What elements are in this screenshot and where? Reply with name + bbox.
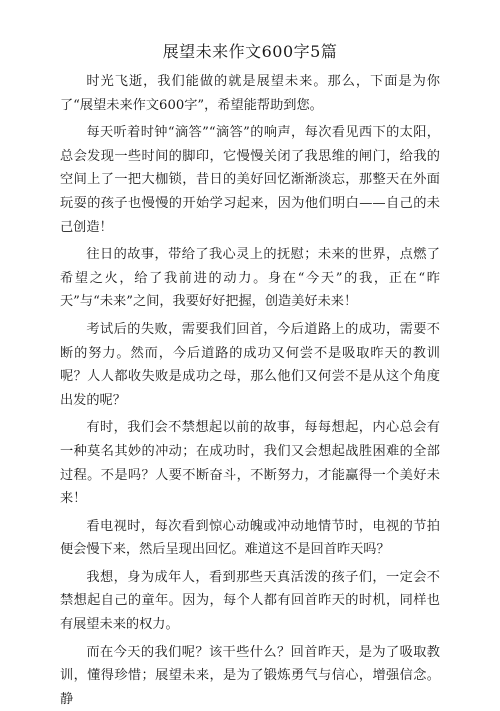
paragraph-6: 看电视时，每次看到惊心动魄或冲动地情节时，电视的节拍便会慢下来，然后呈现出回忆。难道这不是回首昨天吗？: [60, 518, 440, 558]
document-title: 展望未来作文600字5篇: [162, 42, 338, 61]
paragraph-1: 时光飞逝，我们能做的就是展望未来。那么，下面是为你了“展望未来作文600字”，希望能帮助到您。: [60, 74, 440, 113]
paragraph-5: 有时，我们会不禁想起以前的故事，每每想起，内心总会有一种莫名其妙的冲动；在成功时，我们又会想起战胜困难的全部过程。不是吗？人要不断奋斗，不断努力，才能赢得一个美好未来！: [60, 420, 440, 507]
paragraph-4: 考试后的失败，需要我们回首，今后道路上的成功，需要不断的努力。然而，今后道路的成功又何尝不是吸取昨天的教训呢？人人都收失败是成功之母，那么他们又何尝不是从这个角度出发的呢？: [60, 321, 440, 408]
document-body: [60, 70, 440, 711]
paragraph-3: 往日的故事，带给了我心灵上的抚慰；未来的世界，点燃了希望之火，给了我前进的动力。身在“今天”的我，正在“昨天”与“未来”之间，我要好好把握，创造美好未来！: [60, 247, 440, 310]
paragraph-8: 而在今天的我们呢？该干些什么？回首昨天，是为了吸取教训，懂得珍惜；展望未来，是为了锻炼勇气与信心，增强信念。静: [60, 644, 440, 707]
paragraph-7: 我想，身为成年人，看到那些天真活泼的孩子们，一定会不禁想起自己的童年。因为，每个人都有回首昨天的时机，同样也有展望未来的权力。: [60, 569, 440, 633]
paragraph-2: 每天听着时钟“滴答”“滴答”的响声，每次看见西下的太阳，总会发现一些时间的脚印，它慢慢关闭了我思维的闸门，给我的空间上了一把大枷锁，昔日的美好回忆渐渐淡忘，那整天在外面玩耍的孩子也慢慢的开始学习起来，因为他们明白——自己的未己创造！: [60, 125, 440, 235]
